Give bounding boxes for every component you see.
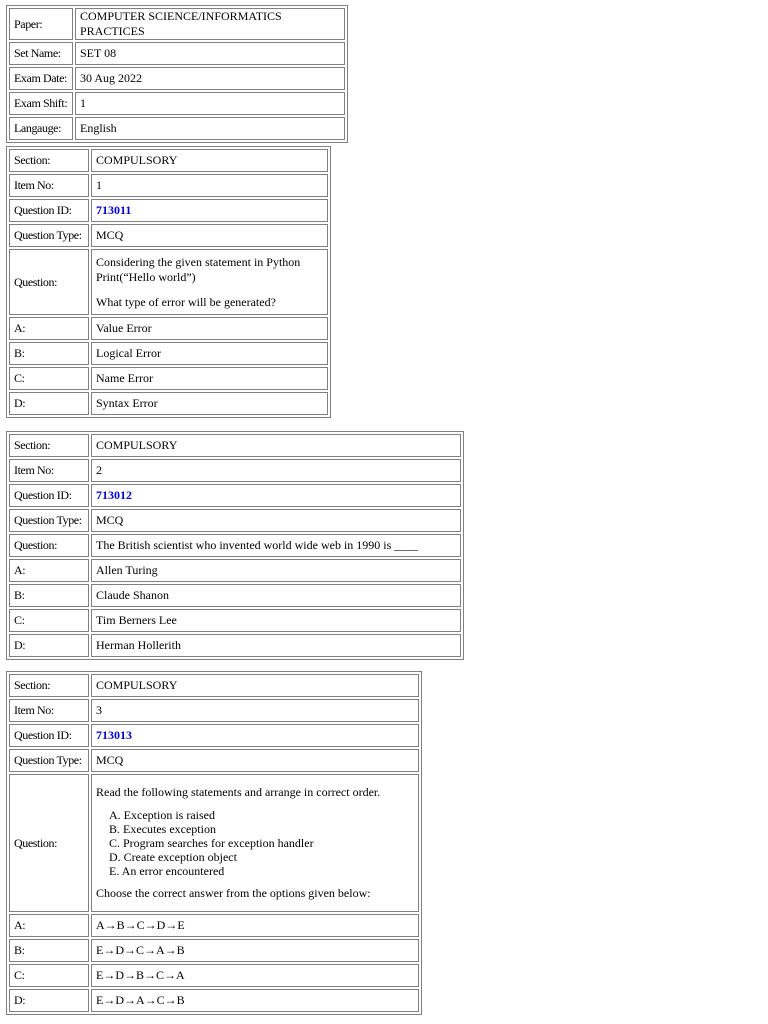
option-a-label: A:: [9, 559, 89, 582]
statement-item: B. Executes exception: [109, 822, 216, 836]
question-line: Print(“Hello world”): [96, 269, 196, 284]
question-label: Question:: [9, 774, 89, 912]
question-label: Question:: [9, 534, 89, 557]
statement-item: E. An error encountered: [109, 864, 225, 878]
option-d-label: D:: [9, 634, 89, 657]
option-a-label: A:: [9, 914, 89, 937]
option-c-label: C:: [9, 964, 89, 987]
item-no-label: Item No:: [9, 459, 89, 482]
option-b-text: Claude Shanon: [91, 584, 461, 607]
section-value: COMPULSORY: [91, 149, 328, 172]
paper-value: COMPUTER SCIENCE/INFORMATICS PRACTICES: [75, 8, 345, 40]
language-label: Langauge:: [9, 117, 73, 140]
option-a-text: Allen Turing: [91, 559, 461, 582]
question-type-value: MCQ: [91, 749, 419, 772]
statement-item: C. Program searches for exception handler: [109, 836, 314, 850]
question-text: [91, 774, 419, 912]
section-value: COMPULSORY: [91, 674, 419, 697]
option-d-text: Herman Hollerith: [91, 634, 461, 657]
question-table-2: [6, 431, 464, 660]
option-d-text: E→D→A→C→B: [91, 989, 419, 1012]
paper-info-table: [6, 5, 348, 143]
option-d-text: Syntax Error: [91, 392, 328, 415]
option-d-label: D:: [9, 392, 89, 415]
option-b-text: Logical Error: [91, 342, 328, 365]
question-type-label: Question Type:: [9, 749, 89, 772]
question-text: The British scientist who invented world wide web in 1990 is ____: [91, 534, 461, 557]
question-type-value: MCQ: [91, 509, 461, 532]
question-line: Considering the given statement in Python: [96, 254, 301, 269]
option-b-label: B:: [9, 939, 89, 962]
language-value: English: [75, 117, 345, 140]
exam-date-label: Exam Date:: [9, 67, 73, 90]
item-no-value: 1: [91, 174, 328, 197]
option-c-text: Name Error: [91, 367, 328, 390]
question-intro: Read the following statements and arrange in correct order.: [96, 785, 381, 799]
question-text: [91, 249, 328, 315]
section-label: Section:: [9, 149, 89, 172]
exam-date-value: 30 Aug 2022: [75, 67, 345, 90]
question-id-label: Question ID:: [9, 199, 89, 222]
section-label: Section:: [9, 434, 89, 457]
question-outro: Choose the correct answer from the options given below:: [96, 886, 371, 900]
statement-item: D. Create exception object: [109, 850, 237, 864]
option-b-label: B:: [9, 584, 89, 607]
question-type-value: MCQ: [91, 224, 328, 247]
option-c-label: C:: [9, 367, 89, 390]
question-followup: What type of error will be generated?: [96, 294, 276, 309]
exam-shift-value: 1: [75, 92, 345, 115]
question-type-label: Question Type:: [9, 509, 89, 532]
option-c-label: C:: [9, 609, 89, 632]
question-id-value: 713011: [91, 199, 328, 222]
section-value: COMPULSORY: [91, 434, 461, 457]
option-a-label: A:: [9, 317, 89, 340]
section-label: Section:: [9, 674, 89, 697]
option-d-label: D:: [9, 989, 89, 1012]
question-table-1: [6, 146, 331, 418]
option-b-text: E→D→C→A→B: [91, 939, 419, 962]
set-name-label: Set Name:: [9, 42, 73, 65]
question-id-label: Question ID:: [9, 484, 89, 507]
question-type-label: Question Type:: [9, 224, 89, 247]
question-table-3: [6, 671, 422, 1015]
paper-label: Paper:: [9, 8, 73, 40]
statement-item: A. Exception is raised: [109, 808, 215, 822]
statement-list: [96, 808, 414, 878]
set-name-value: SET 08: [75, 42, 345, 65]
option-a-text: Value Error: [91, 317, 328, 340]
item-no-value: 2: [91, 459, 461, 482]
item-no-value: 3: [91, 699, 419, 722]
option-b-label: B:: [9, 342, 89, 365]
question-id-value: 713013: [91, 724, 419, 747]
question-id-label: Question ID:: [9, 724, 89, 747]
option-c-text: E→D→B→C→A: [91, 964, 419, 987]
question-label: Question:: [9, 249, 89, 315]
exam-shift-label: Exam Shift:: [9, 92, 73, 115]
option-a-text: A→B→C→D→E: [91, 914, 419, 937]
question-id-value: 713012: [91, 484, 461, 507]
item-no-label: Item No:: [9, 699, 89, 722]
option-c-text: Tim Berners Lee: [91, 609, 461, 632]
item-no-label: Item No:: [9, 174, 89, 197]
